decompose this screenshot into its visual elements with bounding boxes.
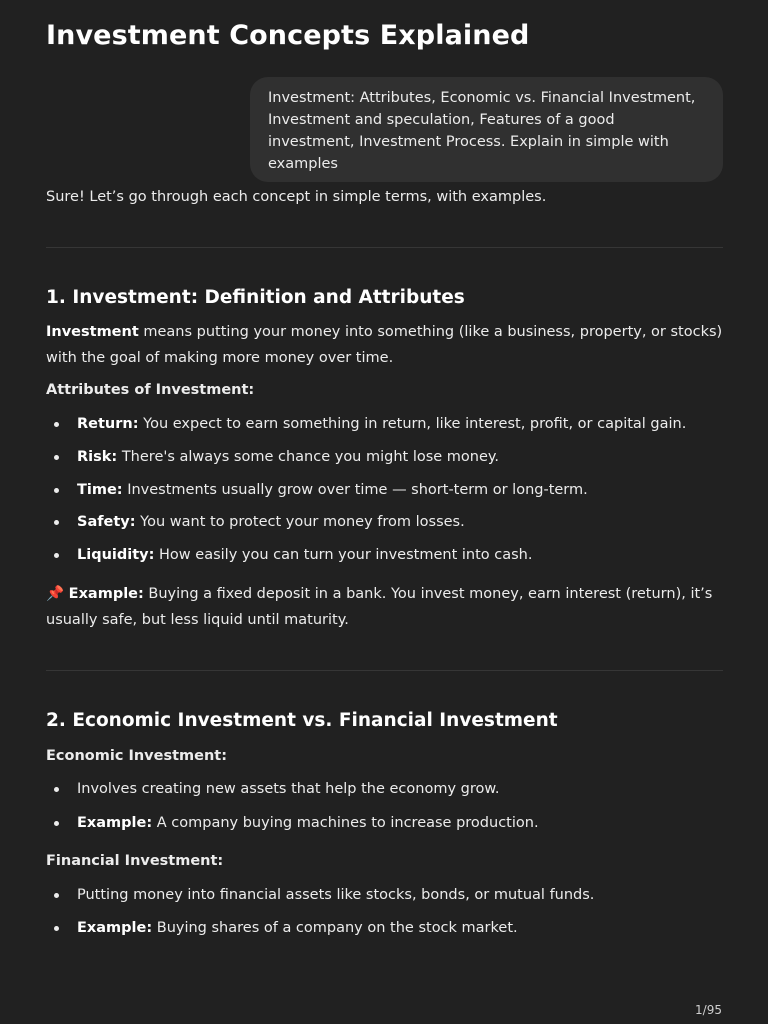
list-item-term: Risk: bbox=[77, 449, 118, 465]
example-text: Buying a fixed deposit in a bank. You invest money, earn interest (return), it’s usually safe, but less liquid until maturity. bbox=[46, 586, 713, 628]
list-item-text: Investments usually grow over time — short-term or long-term. bbox=[122, 482, 588, 498]
list-item-text: Involves creating new assets that help the economy grow. bbox=[77, 781, 500, 797]
list-item bbox=[77, 917, 727, 939]
list-item-term: Example: bbox=[77, 920, 153, 936]
list-item-term: Example: bbox=[77, 815, 153, 831]
attributes-title: Attributes of Investment: bbox=[46, 382, 255, 398]
list-item bbox=[77, 812, 727, 834]
page-title: Investment Concepts Explained bbox=[46, 20, 530, 51]
list-item-text: Buying shares of a company on the stock market. bbox=[152, 920, 518, 936]
list-item-text: A company buying machines to increase production. bbox=[152, 815, 539, 831]
example-label: Example: bbox=[68, 586, 144, 602]
list-item bbox=[77, 884, 727, 906]
divider bbox=[46, 247, 723, 248]
section-1-heading: 1. Investment: Definition and Attributes bbox=[46, 287, 465, 308]
list-item-term: Time: bbox=[77, 482, 123, 498]
list-item-term: Return: bbox=[77, 416, 139, 432]
page-counter: 1/95 bbox=[695, 1003, 722, 1017]
list-item-term: Safety: bbox=[77, 514, 136, 530]
list-item bbox=[77, 511, 727, 533]
definition-text: means putting your money into something (like a business, property, or stocks) with the goal of making more money over time. bbox=[46, 324, 723, 366]
list-item-text: How easily you can turn your investment into cash. bbox=[154, 547, 533, 563]
list-item-text: There's always some chance you might lose money. bbox=[117, 449, 500, 465]
section-2-heading: 2. Economic Investment vs. Financial Investment bbox=[46, 710, 558, 731]
definition-paragraph bbox=[46, 320, 726, 371]
list-item-text: You want to protect your money from losses. bbox=[135, 514, 465, 530]
assistant-intro: Sure! Let’s go through each concept in simple terms, with examples. bbox=[46, 189, 547, 205]
list-item-term: Liquidity: bbox=[77, 547, 155, 563]
user-message-bubble: Investment: Attributes, Economic vs. Financial Investment, Investment and speculation, Features of a good investment, Investment Process. Explain in simple with examples bbox=[250, 77, 723, 182]
list-item bbox=[77, 413, 727, 435]
economic-investment-title: Economic Investment: bbox=[46, 748, 228, 764]
list-item-text: Putting money into financial assets like stocks, bonds, or mutual funds. bbox=[77, 887, 595, 903]
list-item bbox=[77, 544, 727, 566]
divider bbox=[46, 670, 723, 671]
financial-investment-title: Financial Investment: bbox=[46, 853, 224, 869]
list-item bbox=[77, 479, 727, 501]
pushpin-icon: 📌 bbox=[46, 586, 65, 602]
example-paragraph bbox=[46, 582, 726, 633]
list-item-text: You expect to earn something in return, like interest, profit, or capital gain. bbox=[138, 416, 687, 432]
definition-term: Investment bbox=[46, 324, 139, 340]
list-item bbox=[77, 446, 727, 468]
list-item bbox=[77, 778, 727, 800]
